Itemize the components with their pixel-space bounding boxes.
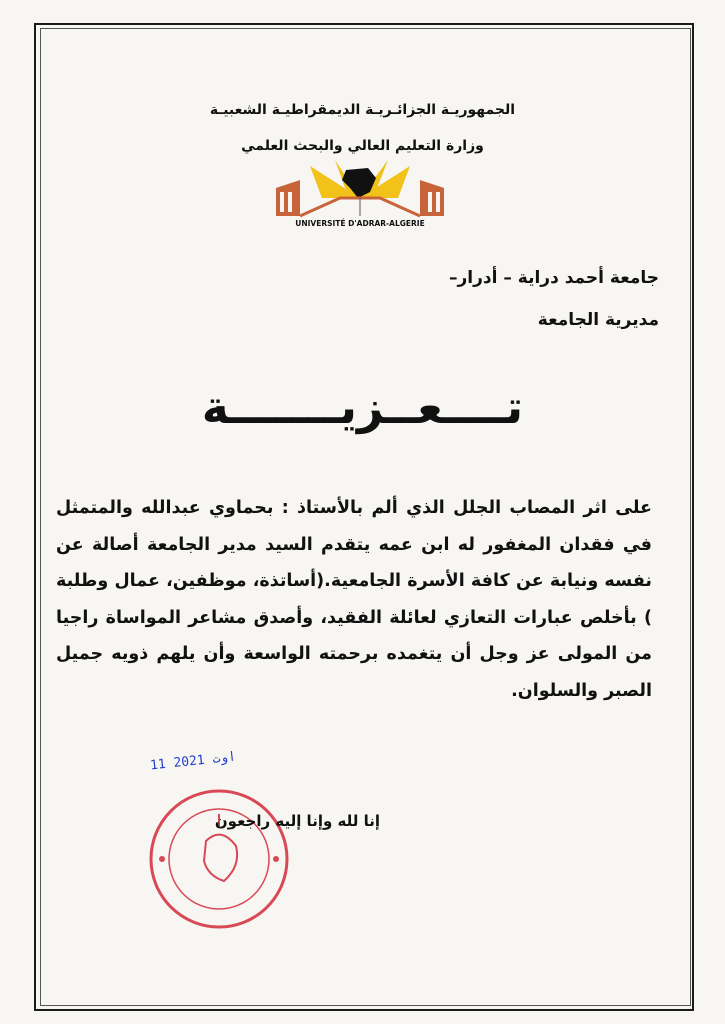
seal-emblem-icon bbox=[204, 835, 237, 881]
university-name: جامعة أحمد دراية – أدرار– bbox=[448, 268, 659, 288]
official-seal bbox=[146, 786, 292, 932]
date-stamp: 11 اوت 2021 bbox=[149, 749, 237, 774]
directorate-name: مديرية الجامعة bbox=[537, 310, 659, 330]
condolence-body: على اثر المصاب الجلل الذي ألم بالأستاذ : بحماوي عبدالله والمتمثل في فقدان المغفور له ابن عمه يتقدم السيد مدير الجامعة أصالة عن نفسه ونيابة عن كافة الأسرة الجامعية.(أساتذة، موظفين، عمال وطلبة ) بأخلص عبارات التعازي لعائلة الفقيد، وأصدق مشاعر المواساة راجيا من المولى عز وجل أن يتغمده برحمته الواسعة وأن يلهم ذويه جميل الصبر والسلوان. bbox=[56, 498, 652, 701]
republic-header: الجمهوريـة الجزائـريـة الديمقراطيـة الشعبيـة bbox=[209, 102, 516, 118]
document-title: تــــعــزيـــــــة bbox=[201, 380, 524, 434]
ministry-header: وزارة التعليم العالي والبحث العلمي bbox=[241, 138, 484, 154]
closing-verse: إنا لله وإنا إليه راجعون bbox=[214, 812, 380, 830]
university-logo bbox=[270, 158, 450, 230]
logo-caption: UNIVERSITÉ D'ADRAR-ALGERIE bbox=[295, 219, 425, 228]
